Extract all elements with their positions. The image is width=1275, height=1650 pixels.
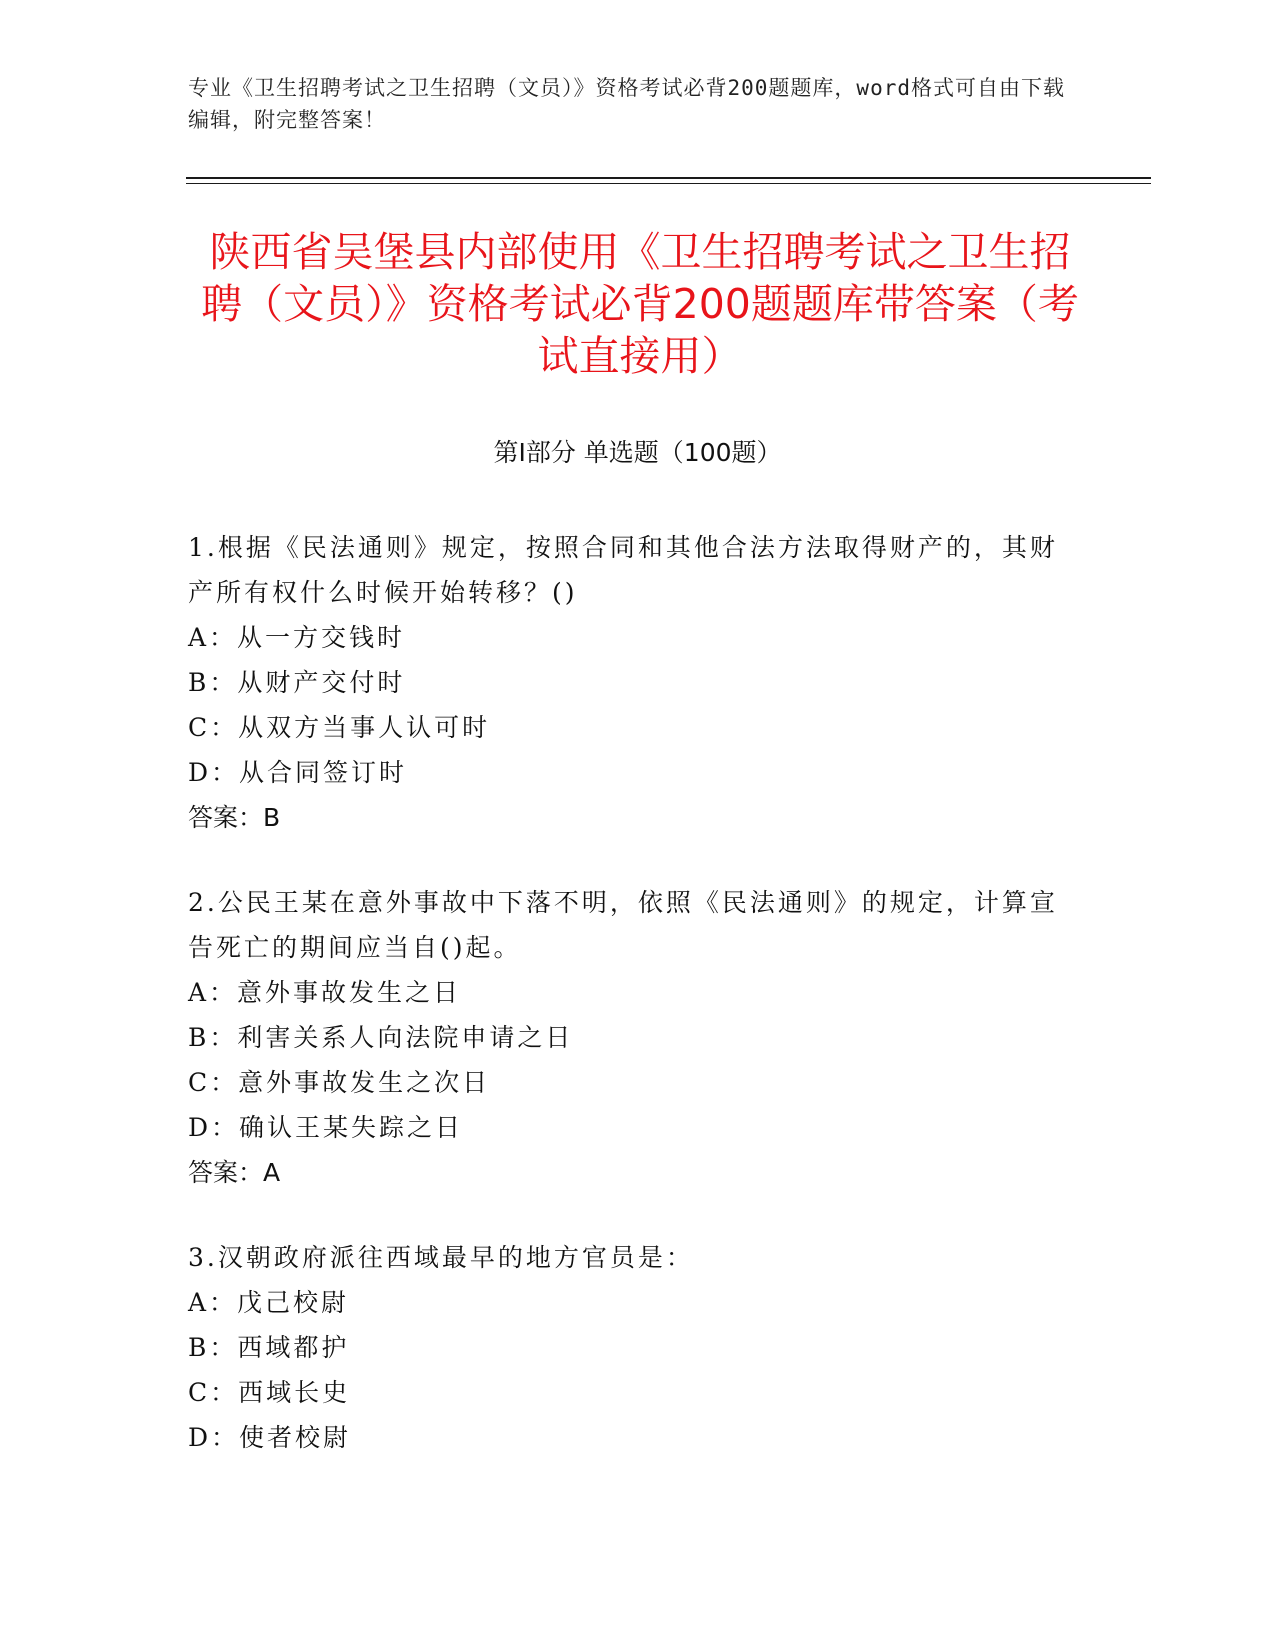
answer: 答案：A <box>188 1158 281 1187</box>
document-title: 陕西省吴堡县内部使用《卫生招聘考试之卫生招聘（文员）》资格考试必背200题题库带答案（考试直接用） <box>201 228 1079 380</box>
question-list <box>188 525 1068 1500</box>
option-b: B：从财产交付时 <box>188 668 406 697</box>
question-stem: 2.公民王某在意外事故中下落不明，依照《民法通则》的规定，计算宣告死亡的期间应当自()起。 <box>188 888 1058 962</box>
option-d: D：确认王某失踪之日 <box>188 1113 464 1142</box>
header-note: 专业《卫生招聘考试之卫生招聘（文员）》资格考试必背200题题库，word格式可自由下载编辑，附完整答案！ <box>188 76 1065 132</box>
option-c: C：从双方当事人认可时 <box>188 713 491 742</box>
option-a: A：从一方交钱时 <box>188 623 406 652</box>
question-1 <box>188 525 1068 840</box>
header-divider-thin <box>186 183 1151 184</box>
question-2 <box>188 880 1068 1195</box>
section-title: 第Ⅰ部分 单选题（100题） <box>493 438 782 467</box>
header-divider <box>186 177 1151 179</box>
answer: 答案：B <box>188 803 281 832</box>
question-3 <box>188 1235 1068 1460</box>
option-d: D：使者校尉 <box>188 1423 352 1452</box>
option-a: A：意外事故发生之日 <box>188 978 462 1007</box>
option-a: A：戊己校尉 <box>188 1288 350 1317</box>
option-c: C：西域长史 <box>188 1378 351 1407</box>
option-c: C：意外事故发生之次日 <box>188 1068 491 1097</box>
option-b: B：西域都护 <box>188 1333 350 1362</box>
question-stem: 3.汉朝政府派往西域最早的地方官员是： <box>188 1243 694 1272</box>
option-d: D：从合同签订时 <box>188 758 408 787</box>
option-b: B：利害关系人向法院申请之日 <box>188 1023 574 1052</box>
question-stem: 1.根据《民法通则》规定，按照合同和其他合法方法取得财产的，其财产所有权什么时候开始转移？() <box>188 533 1058 607</box>
